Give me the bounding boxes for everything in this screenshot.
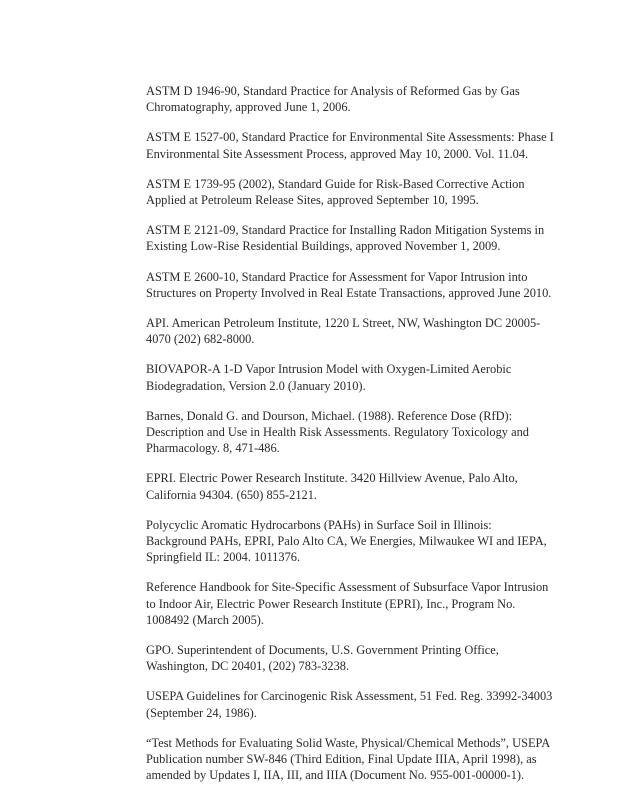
reference-biovapor: BIOVAPOR-A 1-D Vapor Intrusion Model with Oxygen-Limited Aerobic Biodegradation, Version 2.0 (January 2010).	[146, 362, 512, 393]
reference-vapor-intrusion-handbook: Reference Handbook for Site-Specific Assessment of Subsurface Vapor Intrusion to Indoor Air, Electric Power Research Institute (EPRI), Inc., Program No. 1008492 (March 2005).	[146, 580, 549, 627]
reference-pahs-illinois: Polycyclic Aromatic Hydrocarbons (PAHs) in Surface Soil in Illinois: Background PAHs, EPRI, Palo Alto CA, We Energies, Milwaukee WI and IEPA, Springfield IL: 2004. 1011376.	[146, 517, 547, 565]
reference-epri: EPRI. Electric Power Research Institute. 3420 Hillview Avenue, Palo Alto, California 94304. (650) 855-2121.	[146, 471, 518, 502]
reference-barnes-dourson: Barnes, Donald G. and Dourson, Michael. (1988). Reference Dose (RfD): Description and Use in Health Risk Assessments. Regulatory Toxicology and Pharmacology. 8, 471-486.	[146, 408, 529, 456]
reference-astm-e2600: ASTM E 2600-10, Standard Practice for Assessment for Vapor Intrusion into Structures on Property Involved in Real Estate Transactions, approved June 2010.	[146, 269, 552, 300]
reference-api: API. American Petroleum Institute, 1220 L Street, NW, Washington DC 20005- 4070 (202) 682-8000.	[146, 316, 541, 347]
reference-sw846: “Test Methods for Evaluating Solid Waste, Physical/Chemical Methods”, USEPA Publication number SW-846 (Third Edition, Final Update IIIA, April 1998), as amended by Updates I, IIA, III, and IIIA (Document No. 955-001-00000-1).	[146, 735, 551, 783]
reference-list	[146, 83, 564, 798]
reference-astm-e1739: ASTM E 1739-95 (2002), Standard Guide for Risk-Based Corrective Action Applied at Petroleum Release Sites, approved September 10, 1995.	[146, 176, 525, 208]
reference-astm-d1946: ASTM D 1946-90, Standard Practice for Analysis of Reformed Gas by Gas Chromatography, approved June 1, 2006.	[146, 84, 520, 115]
reference-gpo: GPO. Superintendent of Documents, U.S. Government Printing Office, Washington, DC 20401, (202) 783-3238.	[146, 643, 499, 674]
reference-astm-e1527: ASTM E 1527-00, Standard Practice for Environmental Site Assessments: Phase I Environmental Site Assessment Process, approved May 10, 2000. Vol. 11.04.	[146, 130, 554, 161]
reference-usepa-carcinogenic: USEPA Guidelines for Carcinogenic Risk Assessment, 51 Fed. Reg. 33992-34003 (September 24, 1986).	[146, 689, 553, 720]
reference-astm-e2121: ASTM E 2121-09, Standard Practice for Installing Radon Mitigation Systems in Existing Low-Rise Residential Buildings, approved November 1, 2009.	[146, 223, 545, 254]
